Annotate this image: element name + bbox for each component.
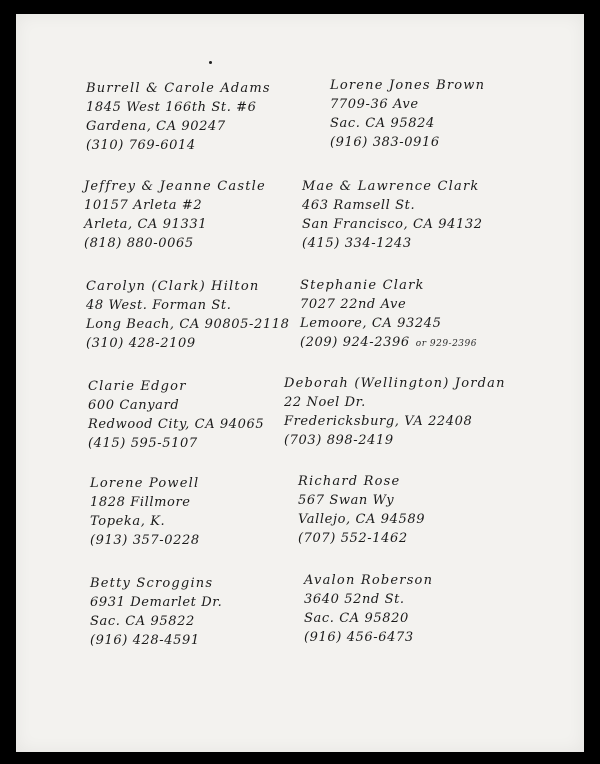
- entry-name: Burrell & Carole Adams: [86, 81, 271, 96]
- address-entry: [86, 277, 290, 353]
- entry-phone: (415) 595-5107: [88, 436, 198, 451]
- address-entry: [86, 79, 271, 155]
- entry-phone: (415) 334-1243: [302, 236, 412, 251]
- entry-phone: (707) 552-1462: [298, 531, 408, 546]
- entry-phone: (916) 428-4591: [90, 633, 200, 648]
- entry-name: Avalon Roberson: [304, 573, 434, 588]
- entry-phone: (818) 880-0065: [84, 236, 194, 251]
- entry-phone: (916) 456-6473: [304, 630, 414, 645]
- entry-phone: [300, 333, 477, 354]
- entry-name: Betty Scroggins: [90, 576, 214, 591]
- entry-city: Arleta, CA 91331: [84, 217, 208, 232]
- entry-city: Redwood City, CA 94065: [88, 417, 265, 432]
- address-entry: [84, 177, 266, 253]
- entry-name: Lorene Powell: [90, 476, 200, 491]
- entry-alt-phone: or 929-2396: [415, 339, 477, 349]
- entry-street: 7709-36 Ave: [330, 97, 419, 112]
- address-entry: [88, 377, 264, 453]
- entry-street: 463 Ramsell St.: [302, 198, 416, 213]
- address-entry: [284, 374, 506, 450]
- entry-phone: (913) 357-0228: [90, 533, 200, 548]
- entry-name: Lorene Jones Brown: [330, 78, 486, 93]
- address-entry: [298, 472, 425, 548]
- entry-street: 3640 52nd St.: [304, 592, 405, 607]
- entry-street: 1845 West 166th St. #6: [86, 100, 257, 115]
- entry-city: San Francisco, CA 94132: [302, 217, 483, 232]
- ink-dot: [209, 61, 212, 64]
- entry-city: Lemoore, CA 93245: [300, 316, 442, 331]
- entry-phone-primary: (209) 924-2396: [300, 335, 410, 350]
- address-entry: [90, 574, 222, 650]
- entry-city: Long Beach, CA 90805-2118: [86, 317, 290, 332]
- entry-name: Deborah (Wellington) Jordan: [284, 376, 506, 391]
- entry-street: 567 Swan Wy: [298, 493, 395, 508]
- address-entry: [300, 276, 477, 354]
- entry-name: Jeffrey & Jeanne Castle: [84, 179, 266, 194]
- address-entry: [302, 177, 483, 253]
- entry-street: 48 West. Forman St.: [86, 298, 232, 313]
- entry-city: Sac. CA 95820: [304, 611, 409, 626]
- entry-street: 22 Noel Dr.: [284, 395, 366, 410]
- entry-city: Sac. CA 95824: [330, 116, 435, 131]
- entry-phone: (310) 769-6014: [86, 138, 196, 153]
- entry-name: Mae & Lawrence Clark: [302, 179, 480, 194]
- entry-name: Stephanie Clark: [300, 278, 425, 293]
- entry-name: Clarie Edgor: [88, 379, 187, 394]
- entry-name: Carolyn (Clark) Hilton: [86, 279, 260, 294]
- entry-street: 10157 Arleta #2: [84, 198, 203, 213]
- address-entry: [90, 474, 200, 550]
- entry-street: 600 Canyard: [88, 398, 180, 413]
- entry-city: Vallejo, CA 94589: [298, 512, 426, 527]
- entry-phone: (916) 383-0916: [330, 135, 440, 150]
- entry-phone: (310) 428-2109: [86, 336, 196, 351]
- entry-city: Sac. CA 95822: [90, 614, 195, 629]
- address-entry: [304, 571, 433, 647]
- entry-street: 7027 22nd Ave: [300, 297, 407, 312]
- entry-city: Fredericksburg, VA 22408: [284, 414, 473, 429]
- entry-city: Gardena, CA 90247: [86, 119, 226, 134]
- entry-name: Richard Rose: [298, 474, 401, 489]
- entry-street: 6931 Demarlet Dr.: [90, 595, 223, 610]
- entry-street: 1828 Fillmore: [90, 495, 191, 510]
- address-entry: [330, 76, 485, 152]
- entry-phone: (703) 898-2419: [284, 433, 394, 448]
- entry-city: Topeka, K.: [90, 514, 166, 529]
